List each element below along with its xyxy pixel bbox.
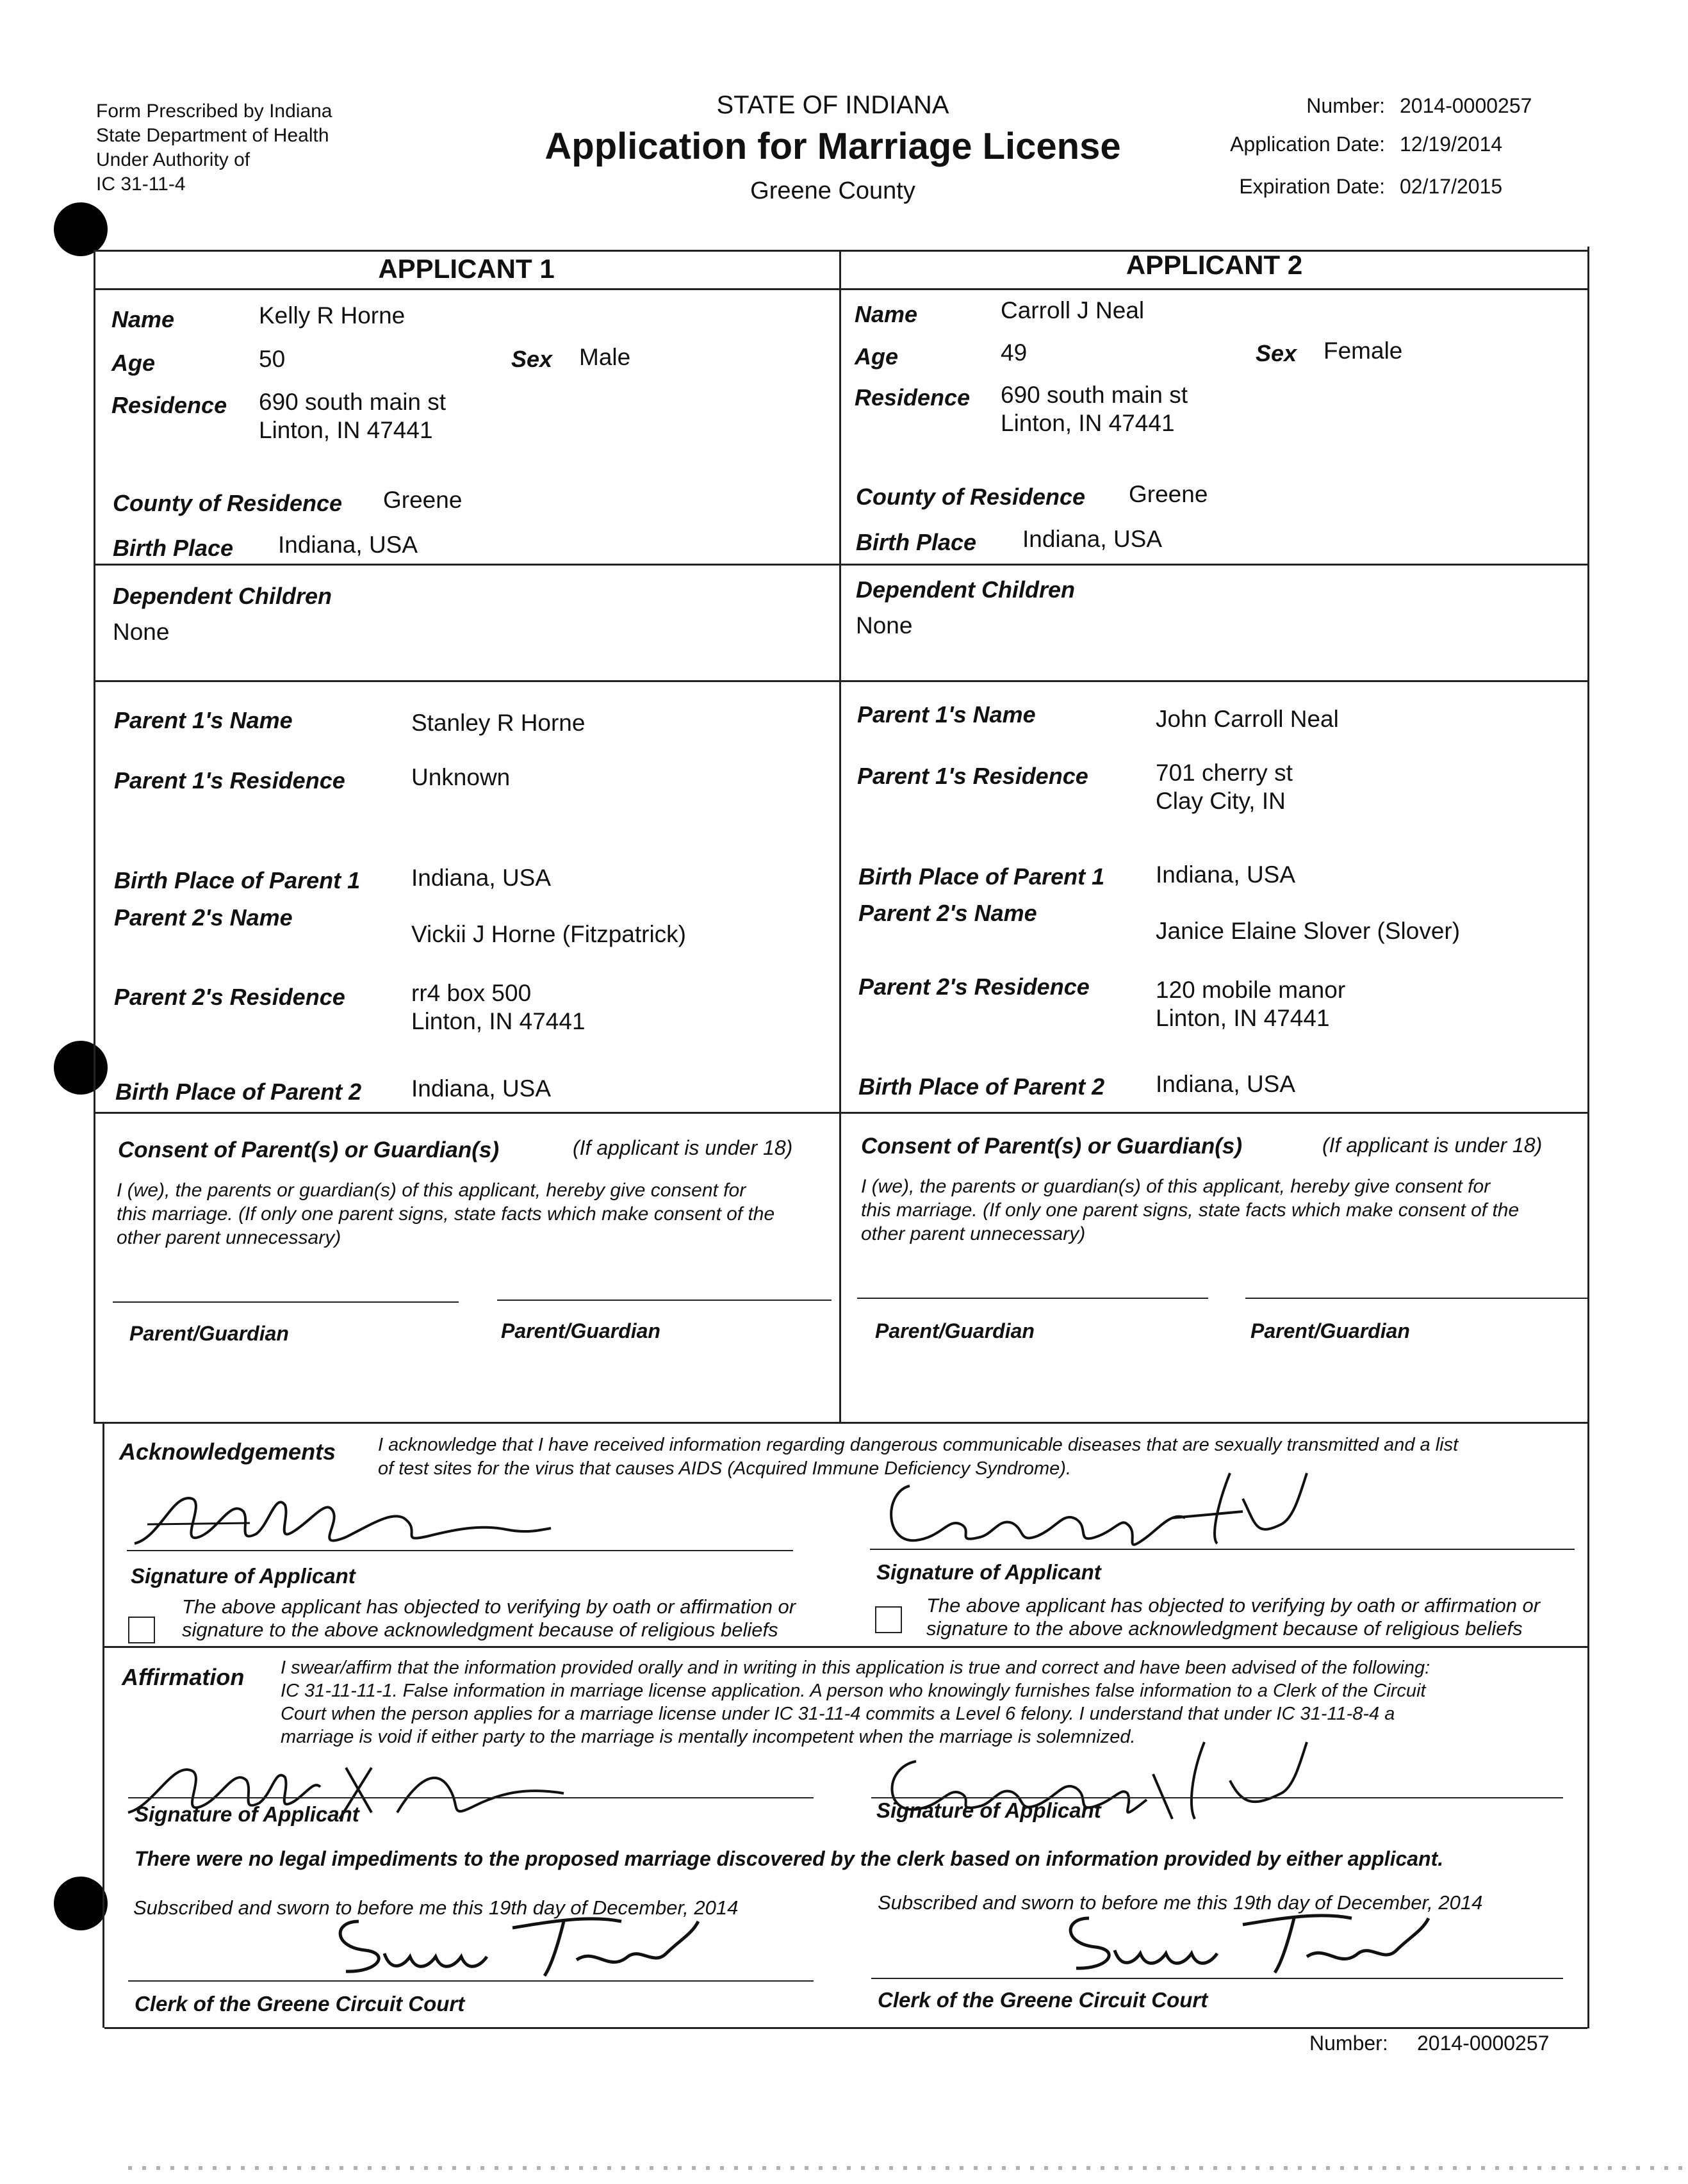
application-date-value: 12/19/2014 [1400, 133, 1503, 156]
parent-guardian-label: Parent/Guardian [129, 1322, 289, 1345]
parent2-name-label: Parent 2's Name [114, 904, 293, 931]
number-value: 2014-0000257 [1400, 94, 1532, 117]
consent-text-line: this marriage. (If only one parent signs, state facts which make consent of the [117, 1203, 775, 1225]
footer-number-value: 2014-0000257 [1417, 2032, 1550, 2055]
residence-label: Residence [855, 384, 971, 411]
age-label: Age [111, 350, 156, 376]
applicant1-name: Kelly R Horne [259, 302, 406, 329]
religious-objection-text: signature to the above acknowledgment because of religious beliefs [182, 1618, 778, 1641]
form-border-bottom [104, 2027, 1587, 2029]
acknowledgement-text-line: of test sites for the virus that causes AIDS (Acquired Immune Deficiency Syndrome). [378, 1458, 1072, 1479]
form-prescribed-line: Form Prescribed by Indiana [96, 101, 332, 122]
parent2-birth-place-label: Birth Place of Parent 2 [858, 1073, 1105, 1100]
page-title: Application for Marriage License [545, 126, 1121, 167]
state-title: STATE OF INDIANA [716, 91, 949, 119]
form-prescribed-line: IC 31-11-4 [96, 174, 186, 195]
applicant2-heading: APPLICANT 2 [1126, 250, 1303, 280]
applicant1-residence-line: Linton, IN 47441 [259, 417, 433, 443]
applicant1-sex: Male [579, 344, 631, 370]
clerk-signature [320, 1896, 705, 1985]
parent2-residence-label: Parent 2's Residence [114, 984, 345, 1010]
applicant1-residence-line: 690 south main st [259, 389, 447, 415]
parent-guardian-signature-line [857, 1298, 1208, 1299]
section-separator [102, 1646, 1587, 1648]
form-border-right [1587, 247, 1589, 2028]
county-of-residence-label: County of Residence [113, 490, 343, 516]
expiration-date-label: Expiration Date: [1239, 175, 1385, 198]
clerk-label: Clerk of the Greene Circuit Court [878, 1988, 1208, 2012]
clerk-signature-line [871, 1978, 1563, 1979]
applicant1-acknowledgement-signature [122, 1473, 557, 1563]
form-prescribed-line: State Department of Health [96, 125, 329, 146]
parent1-birth-place-label: Birth Place of Parent 1 [858, 863, 1105, 890]
punch-hole [54, 1041, 108, 1095]
section-separator [94, 564, 1587, 566]
sex-label: Sex [1256, 340, 1297, 366]
consent-note: (If applicant is under 18) [573, 1136, 793, 1159]
applicant2-acknowledgement-signature [871, 1447, 1320, 1563]
applicant1-heading: APPLICANT 1 [378, 254, 555, 284]
section-separator [94, 680, 1587, 682]
applicant2-county: Greene [1129, 481, 1208, 507]
county-subtitle: Greene County [750, 177, 915, 204]
name-label: Name [111, 306, 175, 332]
parent1-name-label: Parent 1's Name [114, 707, 293, 733]
subscribed-sworn-text: Subscribed and sworn to before me this 19th day of December, 2014 [133, 1896, 739, 1919]
punch-hole [54, 1877, 108, 1930]
expiration-date-value: 02/17/2015 [1400, 175, 1503, 198]
consent-text-line: I (we), the parents or guardian(s) of this applicant, hereby give consent for [861, 1176, 1491, 1197]
column-divider [839, 250, 841, 1422]
consent-heading: Consent of Parent(s) or Guardian(s) [861, 1134, 1243, 1159]
parent-guardian-signature-line [1245, 1298, 1587, 1299]
applicant1-parent2-name: Vickii J Horne (Fitzpatrick) [411, 921, 687, 947]
clerk-label: Clerk of the Greene Circuit Court [135, 1992, 465, 2016]
affirmation-text-line: IC 31-11-11-1. False information in marriage license application. A person who knowingly furnishes false information to a Clerk of the Circuit [281, 1681, 1426, 1701]
birth-place-label: Birth Place [113, 535, 234, 561]
consent-text-line: other parent unnecessary) [861, 1223, 1086, 1244]
section-separator [94, 1422, 1587, 1424]
form-border-left [94, 250, 95, 1422]
parent-guardian-signature-line [497, 1300, 832, 1301]
signature-of-applicant-label: Signature of Applicant [876, 1798, 1101, 1822]
residence-label: Residence [111, 392, 227, 418]
applicant1-parent1-residence: Unknown [411, 764, 511, 790]
signature-of-applicant-label: Signature of Applicant [876, 1560, 1101, 1584]
parent-guardian-signature-line [113, 1301, 459, 1303]
affirmation-text-line: Court when the person applies for a marriage license under IC 31-11-4 commits a Level 6 felony. I understand that under IC 31-11-8-4 a [281, 1704, 1395, 1724]
applicant1-county: Greene [383, 487, 463, 513]
parent1-residence-label: Parent 1's Residence [114, 767, 345, 794]
name-label: Name [855, 301, 918, 327]
parent2-name-label: Parent 2's Name [858, 900, 1037, 926]
applicant1-parent1-name: Stanley R Horne [411, 710, 586, 736]
no-impediments-statement: There were no legal impediments to the proposed marriage discovered by the clerk based on information provided by either applicant. [135, 1847, 1444, 1870]
signature-of-applicant-label: Signature of Applicant [135, 1802, 359, 1826]
parent1-residence-label: Parent 1's Residence [857, 763, 1088, 789]
applicant2-parent2-residence-line: 120 mobile manor [1156, 977, 1346, 1003]
applicant2-signature-line [870, 1549, 1575, 1550]
section-separator [94, 1112, 1587, 1114]
age-label: Age [855, 343, 899, 370]
consent-text-line: I (we), the parents or guardian(s) of this applicant, hereby give consent for [117, 1180, 746, 1201]
form-border-left-lower [102, 1422, 104, 2028]
applicant2-parent2-birth-place: Indiana, USA [1156, 1071, 1296, 1097]
number-label: Number: [1306, 94, 1385, 117]
religious-objection-text: signature to the above acknowledgment because of religious beliefs [926, 1617, 1523, 1640]
applicant1-birth-place: Indiana, USA [278, 532, 418, 558]
applicant2-birth-place: Indiana, USA [1022, 526, 1163, 552]
county-of-residence-label: County of Residence [856, 484, 1086, 510]
punch-hole [54, 202, 108, 256]
application-date-label: Application Date: [1230, 133, 1385, 156]
applicant1-parent2-residence-line: Linton, IN 47441 [411, 1008, 586, 1034]
applicant1-parent2-residence-line: rr4 box 500 [411, 980, 532, 1006]
affirmation-text-line: marriage is void if either party to the marriage is mentally incompetent when the marriage is solemnized. [281, 1727, 1136, 1747]
applicant2-sex: Female [1323, 338, 1403, 364]
parent1-birth-place-label: Birth Place of Parent 1 [114, 867, 361, 893]
parent2-residence-label: Parent 2's Residence [858, 974, 1090, 1000]
parent-guardian-label: Parent/Guardian [1250, 1319, 1410, 1342]
applicant2-parent1-residence-line: 701 cherry st [1156, 760, 1293, 786]
parent-guardian-label: Parent/Guardian [875, 1319, 1035, 1342]
affirmation-heading: Affirmation [122, 1664, 245, 1690]
applicant2-parent2-name: Janice Elaine Slover (Slover) [1156, 918, 1461, 944]
applicant2-dependent-children: None [856, 612, 913, 639]
applicant1-parent2-birth-place: Indiana, USA [411, 1075, 552, 1102]
applicant2-name: Carroll J Neal [1001, 297, 1145, 323]
applicant2-residence-line: Linton, IN 47441 [1001, 410, 1175, 436]
religious-objection-checkbox[interactable] [875, 1606, 902, 1633]
sex-label: Sex [511, 346, 553, 372]
applicant1-signature-line [127, 1550, 793, 1551]
parent2-birth-place-label: Birth Place of Parent 2 [115, 1079, 362, 1105]
subscribed-sworn-text: Subscribed and sworn to before me this 19th day of December, 2014 [878, 1891, 1483, 1914]
applicant2-residence-line: 690 south main st [1001, 382, 1188, 408]
applicant2-age: 49 [1001, 339, 1028, 366]
dependent-children-label: Dependent Children [113, 583, 332, 609]
parent-guardian-label: Parent/Guardian [501, 1319, 660, 1342]
form-prescribed-line: Under Authority of [96, 149, 250, 170]
consent-heading: Consent of Parent(s) or Guardian(s) [118, 1137, 500, 1162]
applicant1-age: 50 [259, 346, 286, 372]
applicant2-parent1-residence-line: Clay City, IN [1156, 788, 1286, 814]
applicant1-dependent-children: None [113, 619, 170, 645]
religious-objection-text: The above applicant has objected to verifying by oath or affirmation or [926, 1594, 1541, 1617]
heading-row-separator [94, 288, 1587, 290]
footer-number-label: Number: [1309, 2032, 1388, 2055]
scan-edge-noise [128, 2166, 1688, 2170]
clerk-signature-line [128, 1980, 814, 1982]
acknowledgement-text-line: I acknowledge that I have received information regarding dangerous communicable diseases that are sexually transmitted and a list [378, 1435, 1459, 1455]
applicant2-parent1-birth-place: Indiana, USA [1156, 861, 1296, 888]
birth-place-label: Birth Place [856, 529, 977, 555]
signature-of-applicant-label: Signature of Applicant [131, 1564, 356, 1588]
consent-text-line: other parent unnecessary) [117, 1227, 341, 1248]
applicant1-affirmation-signature-line [128, 1797, 814, 1798]
clerk-signature [1051, 1893, 1435, 1982]
affirmation-text-line: I swear/affirm that the information provided orally and in writing in this application is true and correct and have been advised of the following: [281, 1658, 1430, 1678]
acknowledgements-heading: Acknowledgements [119, 1438, 336, 1465]
parent1-name-label: Parent 1's Name [857, 701, 1036, 728]
religious-objection-checkbox[interactable] [128, 1617, 155, 1643]
religious-objection-text: The above applicant has objected to verifying by oath or affirmation or [182, 1595, 796, 1618]
consent-text-line: this marriage. (If only one parent signs, state facts which make consent of the [861, 1200, 1520, 1221]
applicant2-parent1-name: John Carroll Neal [1156, 706, 1339, 732]
applicant1-parent1-birth-place: Indiana, USA [411, 865, 552, 891]
applicant2-parent2-residence-line: Linton, IN 47441 [1156, 1005, 1330, 1031]
consent-note: (If applicant is under 18) [1322, 1134, 1543, 1157]
dependent-children-label: Dependent Children [856, 576, 1076, 603]
